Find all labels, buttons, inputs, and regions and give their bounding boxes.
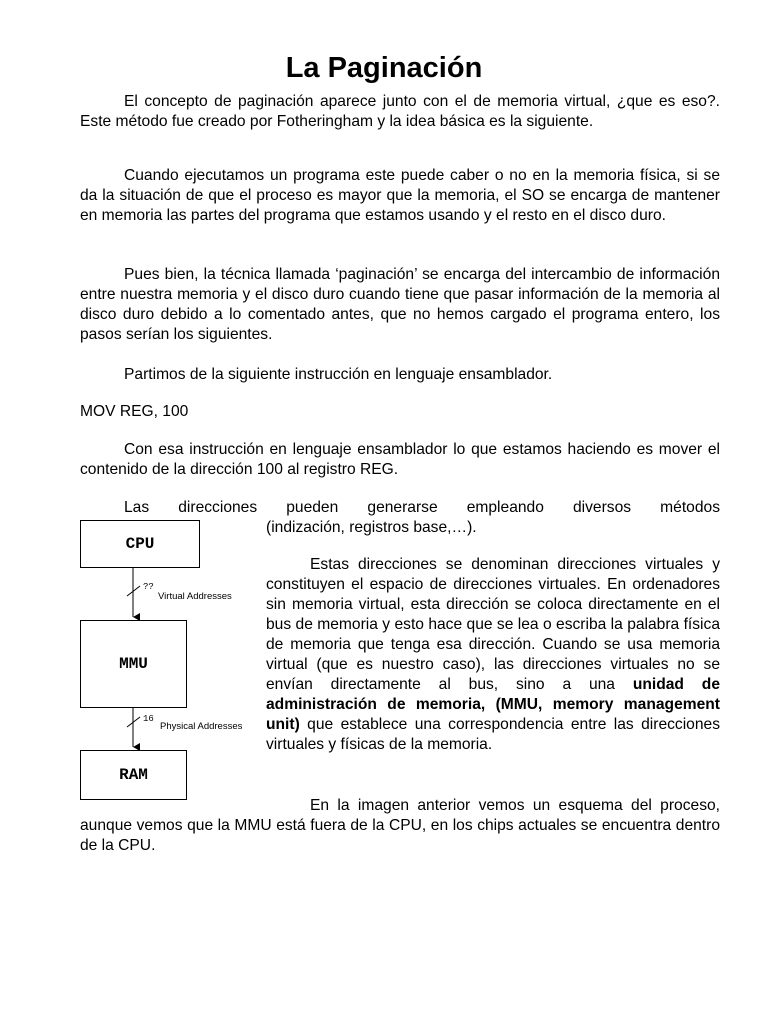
paragraph-addresses-line2: (indización, registros base,…). — [266, 519, 477, 536]
ram-box — [80, 750, 187, 800]
paragraph-instruction-explain: Con esa instrucción en lenguaje ensamblador lo que estamos haciendo es mover el contenido de la dirección 100 al registro REG. — [80, 441, 720, 478]
physical-addresses-label: Physical Addresses — [160, 721, 243, 732]
virtual-addresses-label: Virtual Addresses — [158, 591, 232, 602]
virtual-text-start: Estas direcciones se denominan direcciones virtuales y constituyen el espacio de direcciones virtuales. En ordenadores sin memoria virtual, esta dirección se coloca directamente en el bus de memoria y esto hace que se lea o escriba la palabra física de memoria que tenga esa dirección. Cuando se usa memoria virtual (que es nuestro caso), las direcciones virtuales no se envían directamente al bus, sino a una — [266, 556, 720, 693]
cpu-box — [80, 520, 200, 568]
paragraph-instruction-intro: Partimos de la siguiente instrucción en lenguaje ensamblador. — [124, 366, 553, 383]
paragraph-execution: Cuando ejecutamos un programa este puede caber o no en la memoria física, si se da la situación de que el proceso es mayor que la memoria, el SO se encarga de mantener en memoria las partes del programa que estamos usando y el resto en el disco duro. — [80, 167, 720, 224]
paragraph-addresses-line1: Las direcciones pueden generarse empleando diversos métodos — [124, 499, 720, 516]
ram-label: RAM — [119, 766, 148, 784]
mmu-box — [80, 620, 187, 708]
paragraph-conclusion: En la imagen anterior vemos un esquema del proceso, aunque vemos que la MMU está fuera de la CPU, en los chips actuales se encuentra dentro de la CPU. — [80, 797, 720, 854]
virtual-bus-slash — [127, 586, 140, 596]
paragraph-intro: El concepto de paginación aparece junto con el de memoria virtual, ¿que es eso?. Este método fue creado por Fotheringham y la idea básica es la siguiente. — [80, 93, 720, 130]
mmu-label: MMU — [119, 655, 148, 673]
virtual-text-end: que establece una correspondencia entre las direcciones virtuales y físicas de la memoria. — [266, 716, 720, 753]
virtual-bus-width: ?? — [143, 582, 154, 592]
physical-bus-width: 16 — [143, 714, 154, 724]
page-title: La Paginación — [285, 52, 483, 84]
physical-bus-slash — [127, 717, 140, 727]
mmu-definition: unidad de administración de memoria, (MMU, memory management unit) — [266, 676, 720, 733]
code-instruction: MOV REG, 100 — [80, 403, 189, 420]
cpu-label: CPU — [125, 535, 155, 553]
paragraph-paging: Pues bien, la técnica llamada ‘paginación’ se encarga del intercambio de información entre nuestra memoria y el disco duro cuando tiene que pasar información de la memoria al disco duro debido a lo comentado antes, que no hemos cargado el programa entero, los pasos serían los siguientes. — [80, 266, 720, 343]
paragraph-virtual-addresses — [266, 555, 720, 755]
